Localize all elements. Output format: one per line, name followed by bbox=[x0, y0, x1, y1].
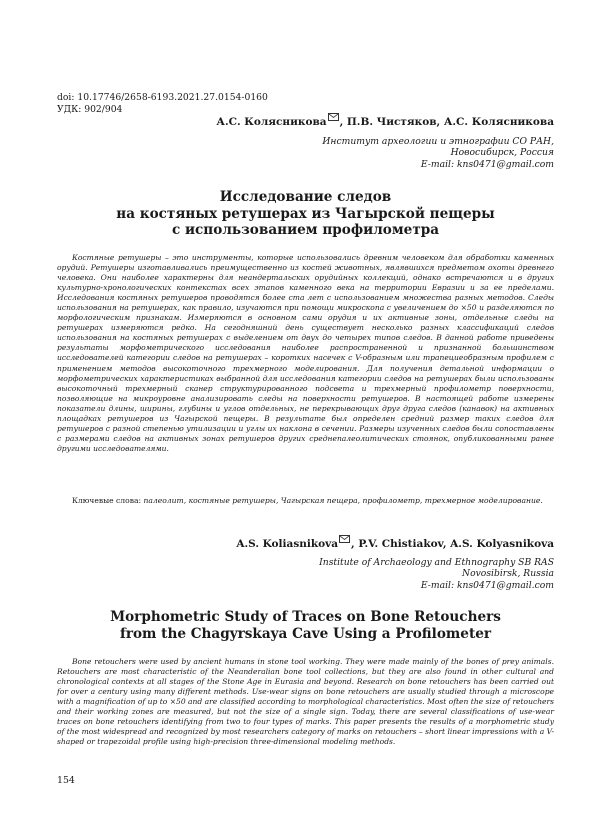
ru-title-line: на костяных ретушерах из Чагырской пещеры bbox=[116, 205, 495, 222]
ru-affiliation-city: Новосибирск, Россия bbox=[450, 147, 554, 159]
ru-keywords bbox=[72, 496, 554, 505]
en-title-line: Morphometric Study of Traces on Bone Retouchers bbox=[110, 609, 501, 625]
article-metadata bbox=[57, 92, 268, 115]
mail-icon[interactable] bbox=[339, 535, 350, 543]
ru-title bbox=[57, 189, 554, 239]
ru-keywords-list: палеолит, костяные ретушеры, Чагырская пещера, профилометр, трехмерное моделирование. bbox=[141, 496, 543, 505]
ru-corresponding-author: А.С. Колясникова bbox=[216, 116, 327, 128]
en-corresponding-author: A.S. Koliasnikova bbox=[236, 538, 339, 550]
page-number: 154 bbox=[57, 775, 75, 786]
udk-code: УДК: 902/904 bbox=[57, 103, 123, 115]
ru-abstract bbox=[57, 253, 554, 454]
mail-icon[interactable] bbox=[328, 113, 339, 121]
ru-affiliation bbox=[322, 136, 554, 170]
en-abstract-text: Bone retouchers were used by ancient humans in stone tool working. They were made mainly of the bones of prey animals. Retouchers are most characteristic of the Neanderalian bone tool collections, but they are also found in other cultural and chronological contexts at all stages of the Stone Age in Eurasia and beyond. Research on bone retouchers has been carried out for over a century using many different methods. Use-wear signs on bone retouchers are usually studied through a microscope with a magnification of up to ×50 and are classified according to morphological characteristics. Most often the size of retouchers and their working zones are measured, but not the size of a single sign. Today, there are several classifications of use-wear traces on bone retouchers identifying from two to four types of marks. This paper presents the results of a morphometric study of the most widespread and recognized by most researchers category of marks on retouchers – short linear impressions with a V-shaped or trapezoidal profile using high-precision three-dimensional modeling methods. bbox=[57, 657, 554, 747]
doi[interactable]: doi: 10.17746/2658-6193.2021.27.0154-0160 bbox=[57, 92, 268, 103]
en-title-line: from the Chagyrskaya Cave Using a Profilometer bbox=[119, 625, 492, 642]
en-abstract bbox=[57, 657, 554, 747]
en-title bbox=[57, 609, 554, 642]
en-affiliation-city: Novosibirsk, Russia bbox=[462, 568, 554, 580]
en-authors bbox=[236, 538, 554, 550]
ru-authors bbox=[216, 116, 554, 128]
en-coauthors: , P.V. Chistiakov, A.S. Kolyasnikova bbox=[351, 538, 554, 550]
en-affiliation bbox=[319, 557, 554, 591]
ru-coauthors: , П.В. Чистяков, А.С. Колясникова bbox=[339, 116, 554, 128]
en-email[interactable]: E-mail: kns0471@gmail.com bbox=[420, 579, 554, 591]
ru-keywords-label: Ключевые слова: bbox=[72, 496, 142, 505]
ru-abstract-text: Костяные ретушеры – это инструменты, которые использовались древним человеком для обработки каменных орудий. Ретушеры изготавливались преимущественно из костей животных, являвшихся предметом охоты древнего человека. Они наиболее характерны для неандертальских орудийных коллекций, однако встречаются и в других культурно-хронологических контекстах всех этапов каменного века на территории Евразии и за ее пределами. Исследования костяных ретушеров проводятся более ста лет с использованием множества разных методов. Следы использования на ретушерах, как правило, изучаются при помощи микроскопа с увеличением до ×50 и разделяются по морфологическим признакам. Измеряются в основном сами орудия и их активные зоны, отдельные следы на ретушерах измеряются редко. На сегодняшний день существует несколько разных классификаций следов использования на костяных ретушерах с выделением от двух до четырех типов следов. В данной работе приведены результаты морфометрического исследования наиболее распространенной и признанной большинством исследователей категории следов на ретушерах – коротких насечек с V-образным или трапециеобразным профилем с применением методов высокоточного трехмерного моделирования. Для получения детальной информации о морфометрических характеристиках выбранной для исследования категории следов на ретушерах были использованы высокоточный трехмерный сканер структурированного подсвета и трехмерный профилометр поверхности, позволяющие на микроуровне анализировать следы на поверхности ретушеров. В настоящей работе измерены показатели длины, ширины, глубины и углов отдельных, не перекрывающих друг друга следов (канавок) на активных площадках ретушеров из Чагырской пещеры. В результате был определен средний размер таких следов для ретушеров с разной степенью утилизации и углы их наклона в сечении. Размеры изученных следов были сопоставлены с размерами следов на активных зонах ретушеров других среднепалеолитических стоянок, опубликованными ранее другими исследователями. bbox=[57, 253, 554, 453]
ru-title-line: Исследование следов bbox=[219, 189, 392, 205]
ru-title-line: с использованием профилометра bbox=[171, 222, 440, 238]
en-affiliation-institute: Institute of Archaeology and Ethnography SB RAS bbox=[319, 557, 554, 568]
ru-email[interactable]: E-mail: kns0471@gmail.com bbox=[420, 158, 554, 170]
ru-affiliation-institute: Институт археологии и этнографии СО РАН, bbox=[322, 136, 554, 147]
